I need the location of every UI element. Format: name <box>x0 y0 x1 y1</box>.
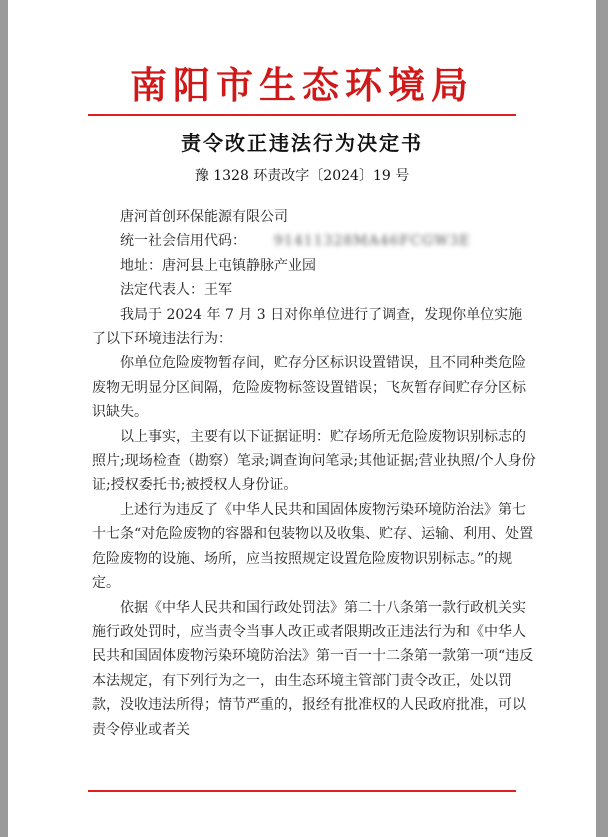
paragraph-investigation: 我局于 2024 年 7 月 3 日对你单位进行了调查，发现你单位实施了以下环境违法行为： <box>92 306 523 348</box>
address-line: 地址：唐河县上屯镇静脉产业园 <box>120 257 316 274</box>
agency-header: 南阳市生态环境局 <box>130 63 474 107</box>
credit-code-value: 91411328MA46FCGW3E <box>274 233 471 250</box>
paragraph-evidence: 以上事实，主要有以下证据证明：贮存场所无危险废物识别标志的照片;现场检查（勘察）笔录;调查询问笔录;其他证据;营业执照/个人身份证;授权委托书;被授权人身份证。 <box>92 428 536 494</box>
paragraph-legal-basis: 依据《中华人民共和国行政处罚法》第二十八条第一款行政机关实施行政处罚时，应当责令当事人改正或者限期改正违法行为和《中华人民共和国固体废物污染环境防治法》第一百一十二条第一款第一项“违反本法规定，有下列行为之一，由生态环境主管部门责令改正，处以罚款，没收违法所得；情节严重的，报经有批准权的人民政府批准，可以责令停业或者关 <box>92 599 534 738</box>
company-name: 唐河首创环保能源有限公司 <box>120 209 288 225</box>
document-number: 豫 1328 环责改字〔2024〕19 号 <box>194 168 410 184</box>
paragraph-law-violated: 上述行为违反了《中华人民共和国固体废物污染环境防治法》第七十七条“对危险废物的容器和包装物以及收集、贮存、运输、利用、处置危险废物的设施、场所，应当按照规定设置危险废物识别标志。”的规定。 <box>92 501 534 592</box>
legal-rep-line: 法定代表人：王军 <box>120 282 232 299</box>
document-title: 责令改正违法行为决定书 <box>181 131 423 155</box>
document-page <box>8 0 596 837</box>
header-red-rule <box>88 114 516 116</box>
document-body <box>92 205 536 742</box>
credit-code-label: 统一社会信用代码： <box>120 233 246 250</box>
footer-red-rule <box>88 790 516 792</box>
credit-code-line <box>92 229 536 253</box>
paragraph-violation: 你单位危险废物暂存间，贮存分区标识设置错误，且不同种类危险废物无明显分区间隔，危险废物标签设置错误；飞灰暂存间贮存分区标识缺失。 <box>92 355 526 421</box>
